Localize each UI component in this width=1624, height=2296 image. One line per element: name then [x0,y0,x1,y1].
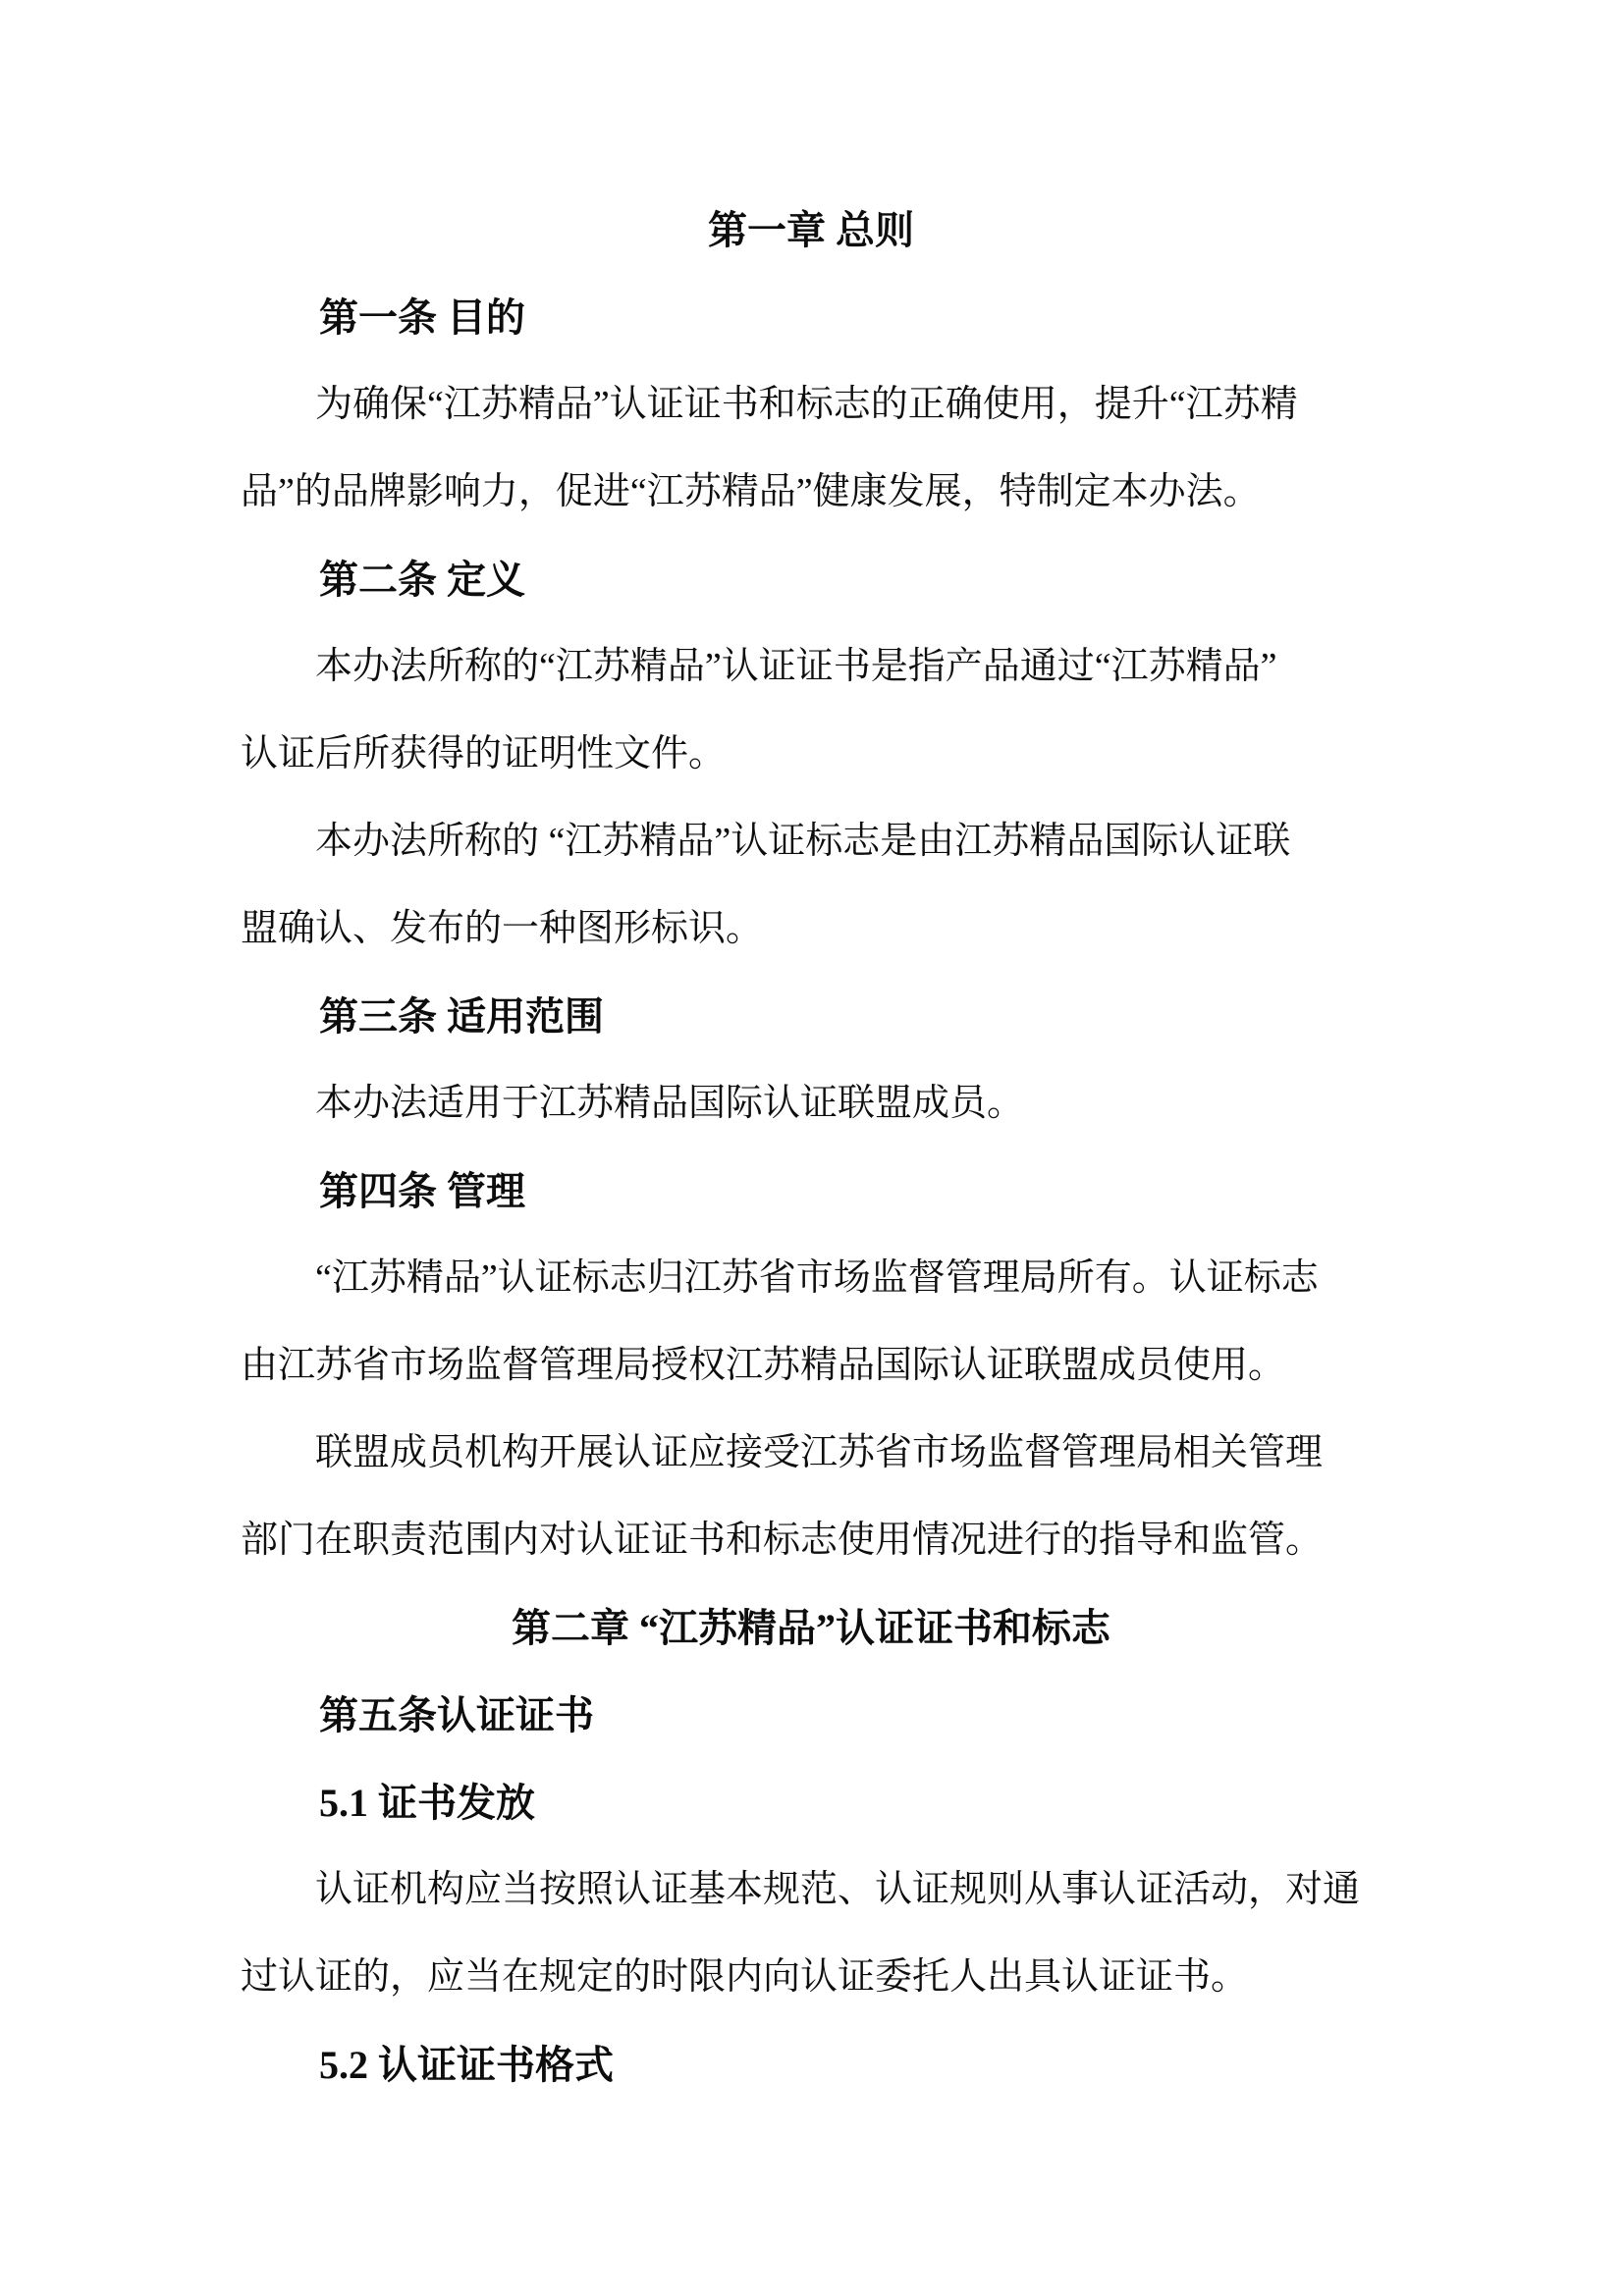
paragraph [241,1060,1381,1148]
paragraph-line: 为确保“江苏精品”认证证书和标志的正确使用，提升“江苏精 [315,384,1298,425]
document-content [241,187,1381,2109]
sub-heading: 5.1 证书发放 [319,1781,535,1825]
paragraph-line: 联盟成员机构开展认证应接受江苏省市场监督管理局相关管理 [315,1432,1324,1473]
paragraph [241,1410,1381,1584]
paragraph [241,623,1381,798]
paragraph-line: 认证机构应当按照认证基本规范、认证规则从事认证活动，对通 [315,1869,1361,1910]
paragraph-line: 品”的品牌影响力，促进“江苏精品”健康发展，特制定本办法。 [241,471,1261,512]
paragraph-line: 部门在职责范围内对认证证书和标志使用情况进行的指导和监管。 [241,1520,1324,1561]
article-heading: 第一条 目的 [319,295,525,340]
chapter-title: 第二章 “江苏精品”认证证书和标志 [512,1606,1110,1650]
paragraph-line: 由江苏省市场监督管理局授权江苏精品国际认证联盟成员使用。 [241,1345,1286,1386]
paragraph-line: 盟确认、发布的一种图形标识。 [241,908,764,949]
article-heading: 第三条 适用范围 [319,994,604,1039]
paragraph [241,361,1381,536]
paragraph-line: 本办法适用于江苏精品国际认证联盟成员。 [315,1083,1025,1124]
paragraph-line: 本办法所称的 “江苏精品”认证标志是由江苏精品国际认证联 [315,821,1291,862]
article-heading: 第二条 定义 [319,558,525,602]
paragraph-line: 本办法所称的“江苏精品”认证证书是指产品通过“江苏精品” [315,646,1277,687]
paragraph-line: 过认证的，应当在规定的时限内向认证委托人出具认证证书。 [241,1956,1249,1998]
chapter-title: 第一章 总则 [708,208,914,252]
article-heading: 第五条认证证书 [319,1693,594,1737]
paragraph-line: 认证后所获得的证明性文件。 [241,733,727,774]
paragraph [241,1235,1381,1410]
sub-heading: 5.2 认证证书格式 [319,2043,614,2087]
article-heading: 第四条 管理 [319,1169,525,1213]
paragraph [241,1846,1381,2021]
paragraph [241,798,1381,973]
paragraph-line: “江苏精品”认证标志归江苏省市场监督管理局所有。认证标志 [315,1257,1319,1299]
